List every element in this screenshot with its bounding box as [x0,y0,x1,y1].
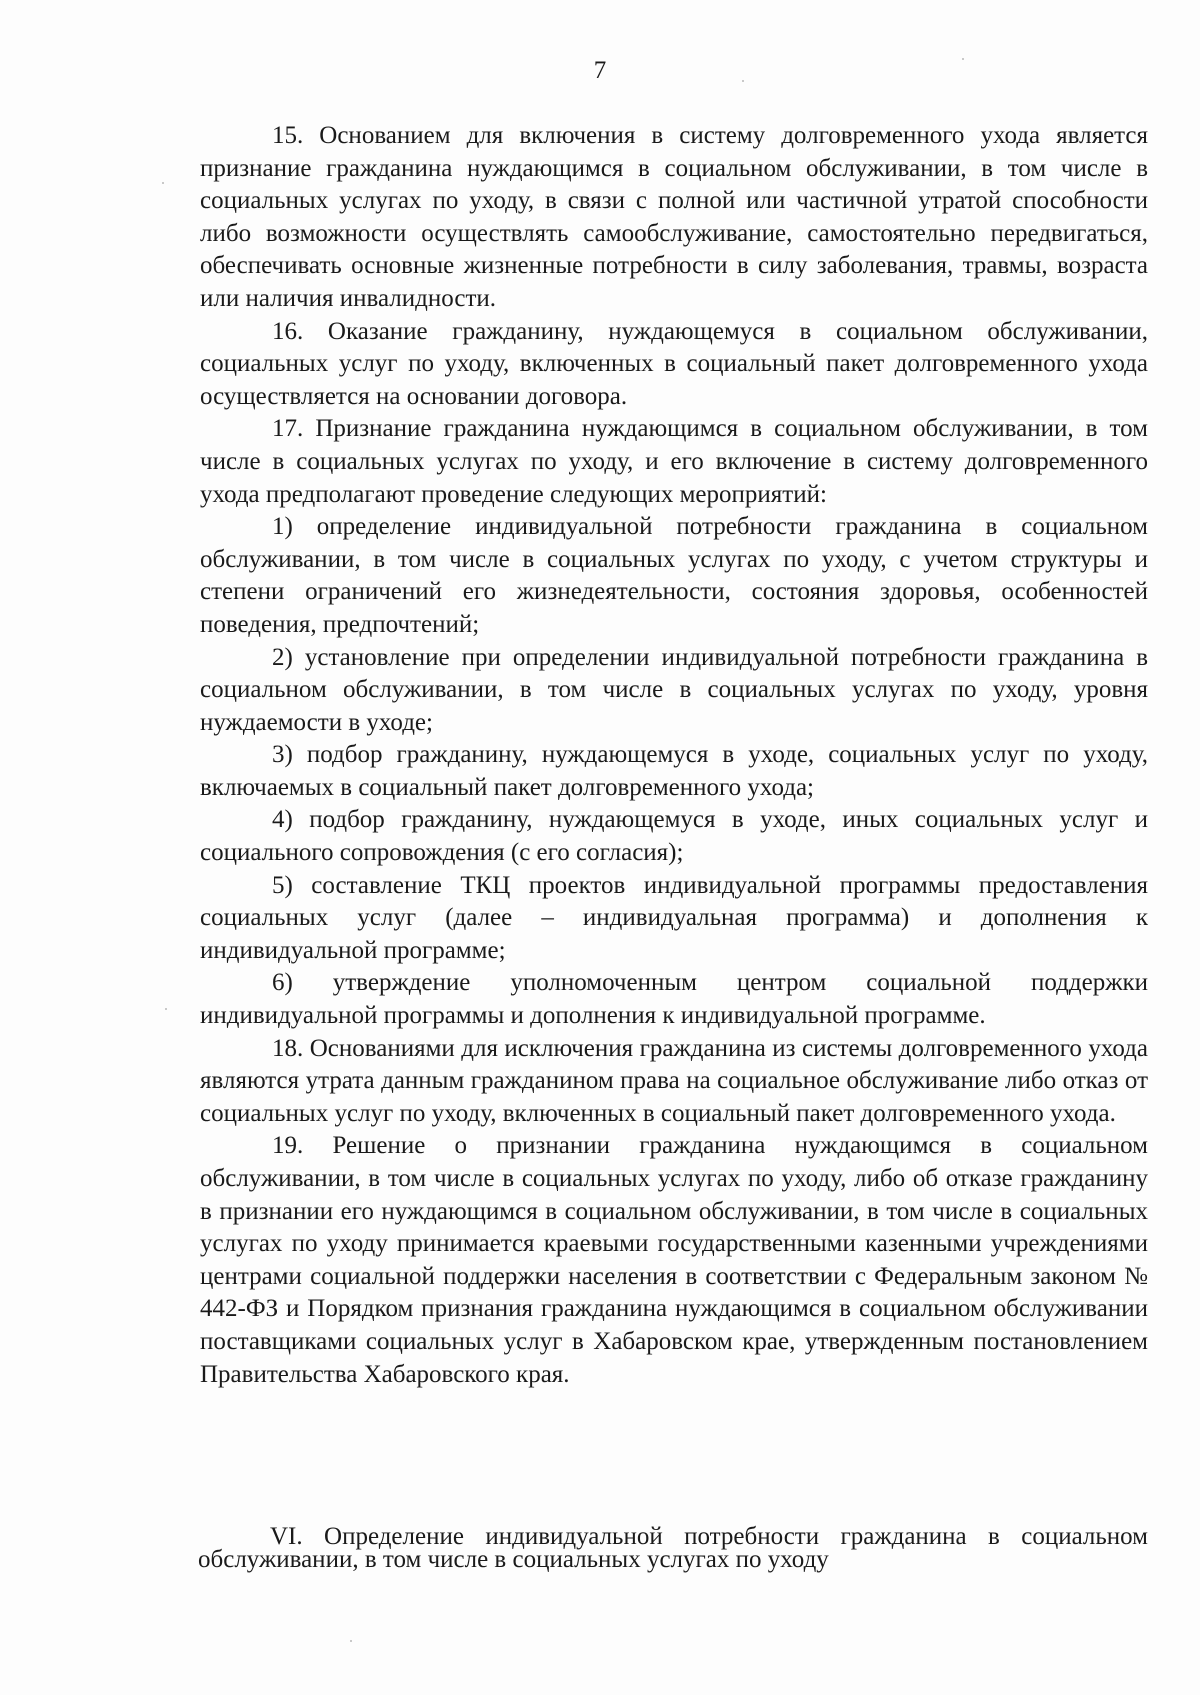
list-item-2: 2) установление при определении индивидуальной потребности гражданина в социальном обслуживании, в том числе в социальных услугах по уходу, уровня нуждаемости в уходе; [200,643,1148,736]
paragraph-17: 17. Признание гражданина нуждающимся в социальном обслуживании, в том числе в социальных услугах по уходу, и его включение в систему долговременного ухода предполагают проведение следующих мероприятий: [200,415,1148,508]
paragraph-18: 18. Основаниями для исключения гражданина из системы долговременного ухода являются утрата данным гражданином права на социальное обслуживание либо отказ от социальных услуг по уходу, включенных в социальный пакет долговременного ухода. [200,1034,1148,1127]
scan-speck [742,80,744,82]
section-heading: VI. Определение индивидуальной потребности гражданина в социальном обслуживании, в том числе в социальных услугах по уходу [198,1523,1148,1573]
page-number: 7 [593,57,607,84]
paragraph-15: 15. Основанием для включения в систему долговременного ухода является признание гражданина нуждающимся в социальном обслуживании, в том числе в социальных услугах по уходу, в связи с полной или частичной утратой способности либо возможности осуществлять самообслуживание, самостоятельно передвигаться, обеспечивать основные жизненные потребности в силу заболевания, травмы, возраста или наличия инвалидности. [200,122,1148,312]
scan-speck [962,58,964,60]
paragraph-19: 19. Решение о признании гражданина нуждающимся в социальном обслуживании, в том числе в социальных услугах по уходу, либо об отказе гражданину в признании его нуждающимся в социальном обслуживании, в том числе в социальных услугах по уходу принимается краевыми государственными казенными учреждениями центрами социальной поддержки населения в соответствии с Федеральным законом № 442-ФЗ и Порядком признания гражданина нуждающимся в социальном обслуживании поставщиками социальных услуг в Хабаровском крае, утвержденным постановлением Правительства Хабаровского края. [200,1132,1148,1388]
list-item-5: 5) составление ТКЦ проектов индивидуальной программы предоставления социальных услуг (далее – индивидуальная программа) и дополнения к индивидуальной программе; [200,871,1148,964]
list-item-6: 6) утверждение уполномоченным центром социальной поддержки индивидуальной программы и дополнения к индивидуальной программе. [200,969,1148,1030]
scan-speck [350,1640,352,1642]
paragraph-16: 16. Оказание гражданину, нуждающемуся в социальном обслуживании, социальных услуг по уходу, включенных в социальный пакет долговременного ухода осуществляется на основании договора. [200,317,1148,410]
list-item-4: 4) подбор гражданину, нуждающемуся в уходе, иных социальных услуг и социального сопровождения (с его согласия); [200,806,1148,867]
list-item-1: 1) определение индивидуальной потребности гражданина в социальном обслуживании, в том числе в социальных услугах по уходу, с учетом структуры и степени ограничений его жизнедеятельности, состояния здоровья, особенностей поведения, предпочтений; [200,513,1148,638]
scan-speck [165,1008,167,1010]
scan-speck [162,182,164,184]
list-item-3: 3) подбор гражданину, нуждающемуся в уходе, социальных услуг по уходу, включаемых в социальный пакет долговременного ухода; [200,741,1148,801]
document-body [200,120,1148,1391]
